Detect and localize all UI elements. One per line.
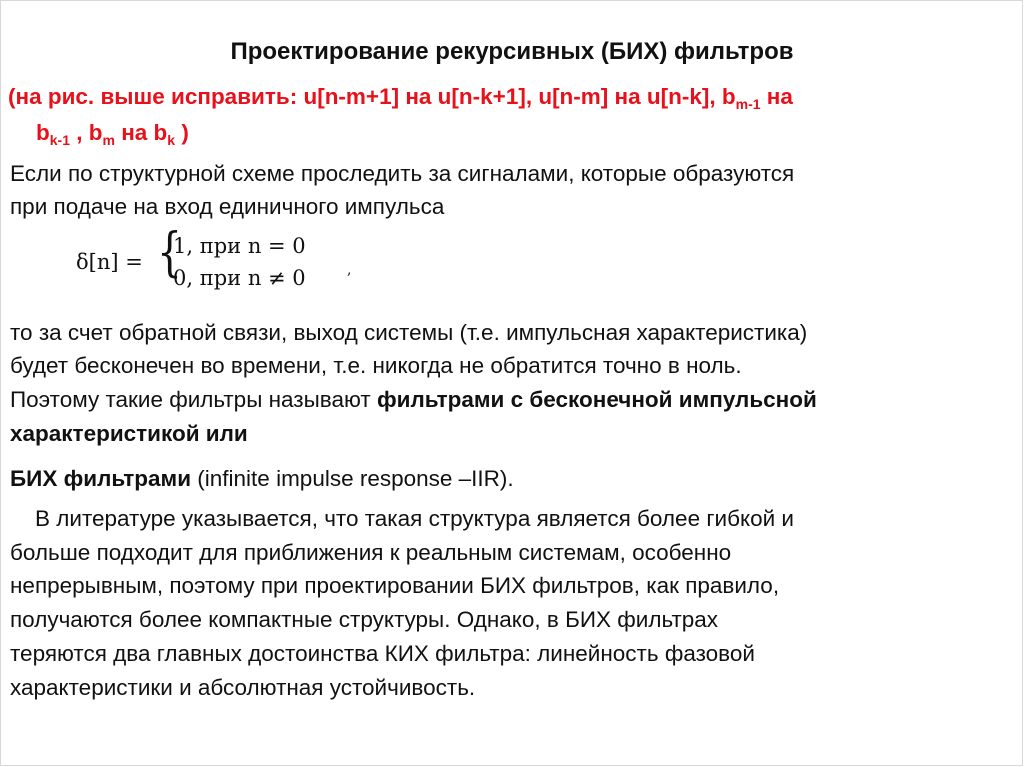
bold-term-line: характеристикой или — [10, 421, 248, 446]
paragraph-line — [10, 387, 817, 413]
correction-text: b — [36, 120, 50, 145]
paragraph-text: Поэтому такие фильтры называют — [10, 387, 377, 412]
slide-title: Проектирование рекурсивных (БИХ) фильтров — [230, 38, 794, 65]
bold-term: фильтрами с бесконечной импульсной — [376, 387, 817, 412]
paragraph-line: характеристики и абсолютная устойчивость. — [10, 675, 476, 700]
correction-text: на — [760, 84, 793, 109]
correction-text: (на рис. выше исправить: u[n-m+1] на u[n-k+1], u[n-m] на u[n-k], b — [8, 84, 736, 109]
paragraph-line: будет бесконечен во времени, т.е. никогда не обратится точно в ноль. — [10, 353, 742, 378]
correction-line-2 — [36, 120, 189, 146]
formula-case-2: 0, при n ≠ 0 — [173, 266, 306, 290]
paragraph-line — [10, 466, 514, 492]
paragraph-line: больше подходит для приближения к реальным системам, особенно — [10, 540, 732, 565]
paragraph-line: то за счет обратной связи, выход системы (т.е. импульсная характеристика) — [10, 320, 808, 345]
correction-subscript: m — [102, 132, 115, 148]
formula-comma: , — [347, 262, 352, 278]
correction-text: на b — [114, 120, 168, 145]
correction-subscript: m-1 — [735, 96, 761, 112]
paragraph-line: Если по структурной схеме проследить за сигналами, которые образуются — [10, 161, 795, 186]
correction-subscript: k-1 — [49, 132, 70, 148]
formula-brace: { — [157, 223, 182, 283]
correction-text: ) — [175, 120, 189, 145]
paragraph-line: теряются два главных достоинства КИХ фильтра: линейность фазовой — [10, 641, 755, 666]
correction-subscript: k — [167, 132, 176, 148]
paragraph-line: В литературе указывается, что такая структура является более гибкой и — [10, 506, 794, 531]
paragraph-line: получаются более компактные структуры. Однако, в БИХ фильтрах — [10, 607, 719, 632]
correction-line-1 — [8, 84, 793, 110]
formula-case-1: 1, при n = 0 — [173, 234, 306, 258]
paragraph-text: (infinite impulse response –IIR). — [191, 466, 514, 491]
paragraph-line: при подаче на вход единичного импульса — [10, 194, 445, 219]
formula-lhs: δ[n] = — [76, 250, 143, 274]
correction-text: , b — [69, 120, 103, 145]
paragraph-line: непрерывным, поэтому при проектировании БИХ фильтров, как правило, — [10, 573, 780, 598]
bold-term: БИХ фильтрами — [10, 466, 192, 491]
